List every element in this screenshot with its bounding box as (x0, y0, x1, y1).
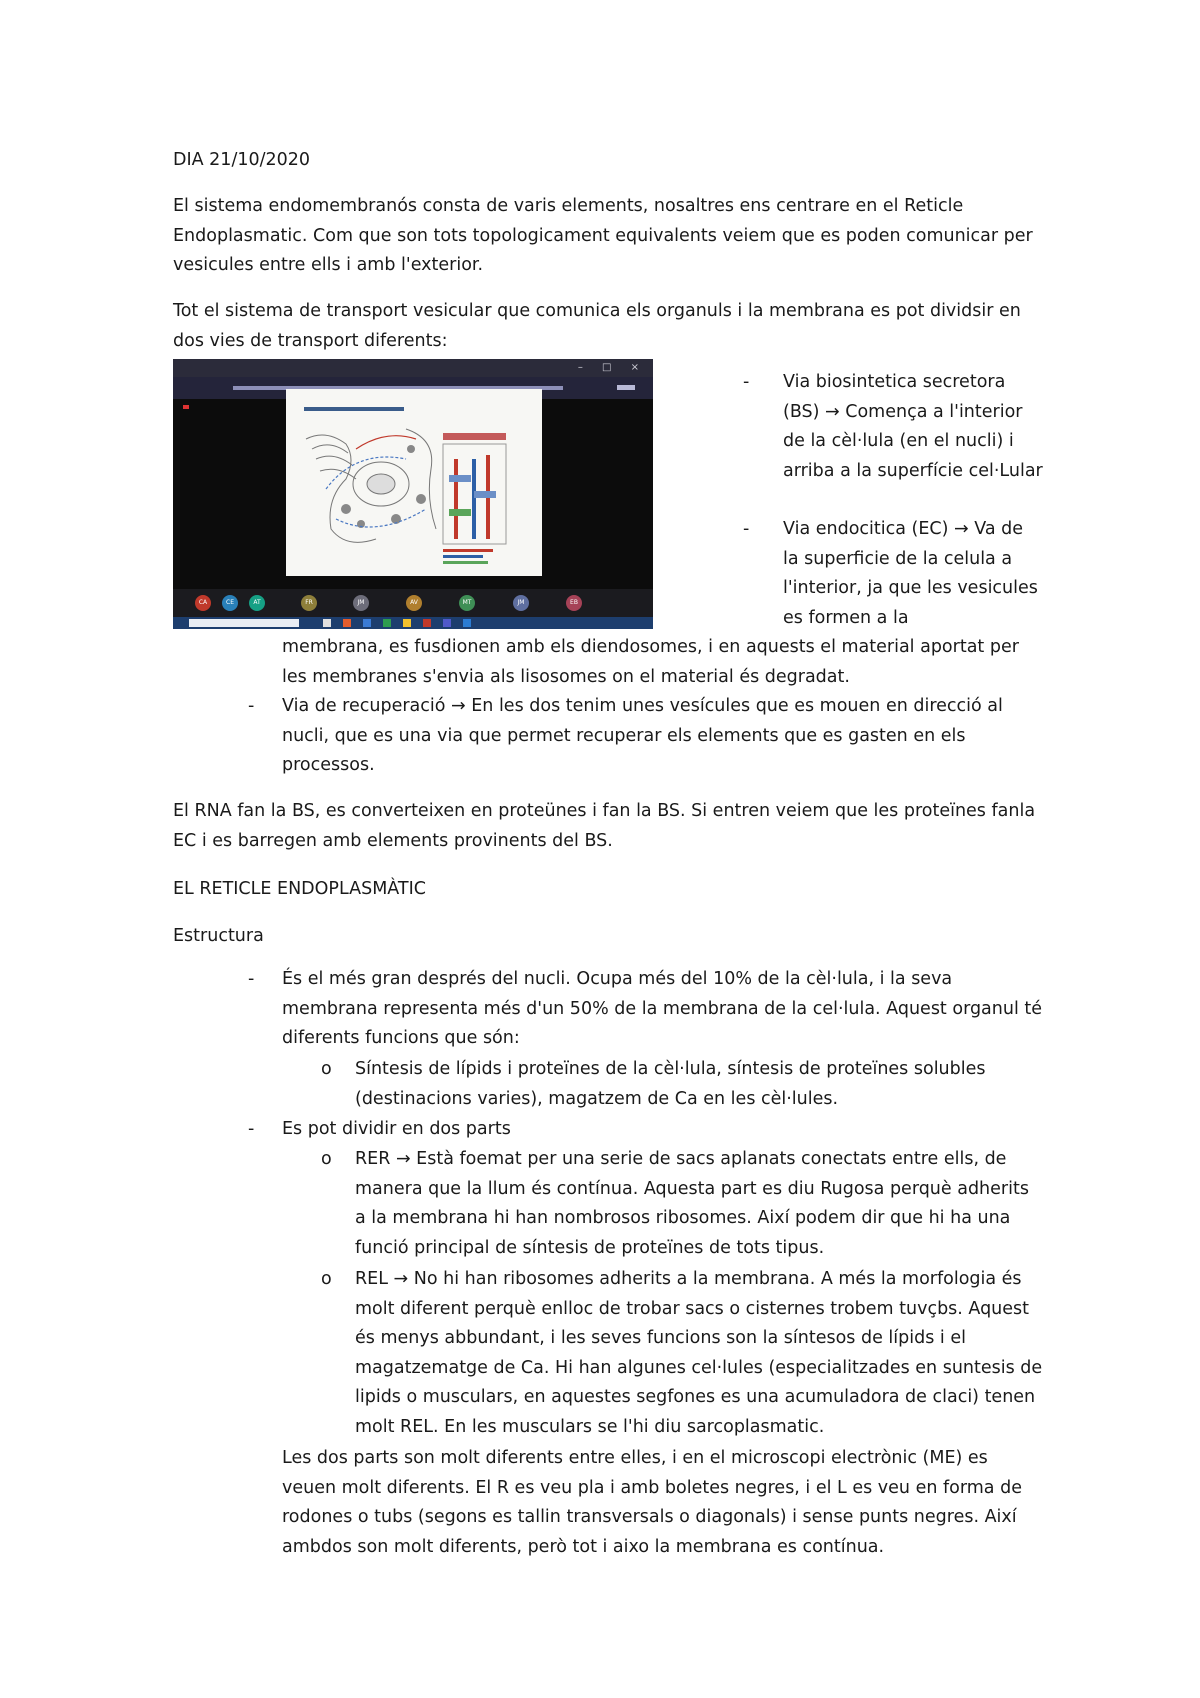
taskbar-app-icon[interactable] (463, 619, 471, 627)
list-item-text: REL → No hi han ribosomes adherits a la membrana. A més la morfologia és molt diferent perquè enlloc de trobar sacs o cisternes trobem tuvçbs. Aquest és menys abbundant, i les seves funcions son la síntesos de lípids i el magatzematge de Ca. Hi han algunes cel·lules (especialitzades en suntesis de lipids o musculars, en aquestes segfones es una acumuladora de claci) tenen molt REL. En les musculars se l'hi diu sarcoplasmatic. (355, 1269, 1043, 1437)
dash-bullet: - (248, 696, 255, 716)
list-item-via-recuperacio (248, 692, 1043, 781)
participant-avatar[interactable]: CE (222, 595, 238, 611)
windows-taskbar (173, 617, 653, 629)
dash-bullet: - (248, 969, 255, 989)
dash-bullet: - (248, 1119, 255, 1139)
closing-paragraph: Les dos parts son molt diferents entre elles, i en el microscopi electrònic (ME) es veuen molt diferents. El R es veu pla i amb boletes negres, i el L es veu en forma de rodones o tubs (segons es tallin transversals o diagonals) i sense punts negres. Així ambdos son molt diferents, però tot i aixo la membrana es contínua. (282, 1448, 1022, 1557)
dash-bullet: - (743, 519, 750, 539)
slide-number-marker (183, 405, 189, 409)
taskbar-app-icon[interactable] (323, 619, 331, 627)
window-buttons: – □ × (577, 362, 647, 373)
subsection-heading: Estructura (173, 926, 264, 946)
list-item-text: RER → Està foemat per una serie de sacs aplanats conectats entre ells, de manera que la llum és contínua. Aquesta part es diu Rugosa perquè adherits a la membrana hi han nombrosos ribosomes. Així podem dir que hi ha una funció principal de síntesis de proteïnes de tots tipus. (355, 1149, 1029, 1258)
rna-paragraph: El RNA fan la BS, es converteixen en proteünes i fan la BS. Si entren veiem que les proteïnes fanla EC i es barregen amb elements provinents del BS. (173, 801, 1036, 851)
taskbar-app-icon[interactable] (343, 619, 351, 627)
sublist-item-sintesis (321, 1055, 1043, 1114)
list-item-via-endocitica-continued: membrana, es fusdionen amb els diendosomes, i en aquests el material aportat per les membranes s'envia als lisosomes on el material és degradat. (282, 637, 1019, 687)
participant-avatar[interactable]: CA (195, 595, 211, 611)
slide-diagram-image (286, 389, 542, 576)
sublist-item-rer (321, 1145, 1043, 1263)
embedded-screenshot (173, 359, 653, 629)
list-item-via-biosintetica (743, 368, 1043, 486)
list-item-via-endocitica (743, 515, 1043, 633)
participant-avatar[interactable]: JM (513, 595, 529, 611)
intro-paragraph: El sistema endomembranós consta de varis elements, nosaltres ens centrare en el Reticle Endoplasmatic. Com que son tots topologicament equivalents veiem que es poden comunicar per vesicules entre ells i amb l'exterior. (173, 196, 1033, 275)
sublist-item-rel (321, 1265, 1043, 1442)
section-heading: EL RETICLE ENDOPLASMÀTIC (173, 879, 426, 899)
circle-bullet: o (321, 1149, 332, 1169)
list-item-text: Via de recuperació → En les dos tenim unes vesícules que es mouen en direcció al nucli, que es una via que permet recuperar els elements que es gasten en els processos. (282, 696, 1003, 775)
participant-avatar[interactable]: MT (459, 595, 475, 611)
list-item-text: Es pot dividir en dos parts (282, 1119, 511, 1139)
transport-paragraph: Tot el sistema de transport vesicular que comunica els organuls i la membrana es pot dividsir en dos vies de transport diferents: (173, 301, 1021, 351)
list-item-text: És el més gran després del nucli. Ocupa més del 10% de la cèl·lula, i la seva membrana representa més d'un 50% de la membrana de la cel·lula. Aquest organul té diferents funcions que són: (282, 969, 1043, 1048)
screenshot-titlebar (173, 359, 653, 377)
taskbar-app-icon[interactable] (443, 619, 451, 627)
taskbar-app-icon[interactable] (363, 619, 371, 627)
participant-avatar[interactable]: AT (249, 595, 265, 611)
document-date: DIA 21/10/2020 (173, 150, 311, 170)
participant-avatar[interactable]: FR (301, 595, 317, 611)
taskbar-app-icon[interactable] (403, 619, 411, 627)
list-item-text: Síntesis de lípids i proteïnes de la cèl·lula, síntesis de proteïnes solubles (destinacions varies), magatzem de Ca en les cèl·lules. (355, 1059, 986, 1109)
participant-avatar[interactable]: EB (566, 595, 582, 611)
circle-bullet: o (321, 1269, 332, 1289)
participant-avatar[interactable]: AV (406, 595, 422, 611)
list-item-text: Via biosintetica secretora (BS) → Comença a l'interior de la cèl·lula (en el nucli) i arriba a la superfície cel·Lular (783, 372, 1043, 481)
list-item-text: Via endocitica (EC) → Va de la superficie de la celula a l'interior, ja que les vesicules es formen a la (783, 519, 1038, 628)
taskbar-search-box[interactable] (189, 619, 299, 627)
taskbar-app-icon[interactable] (423, 619, 431, 627)
list-item-dos-parts (248, 1115, 1043, 1145)
dash-bullet: - (743, 372, 750, 392)
taskbar-app-icon[interactable] (383, 619, 391, 627)
circle-bullet: o (321, 1059, 332, 1079)
participant-avatar[interactable]: JM (353, 595, 369, 611)
list-item-es-mes-gran (248, 965, 1043, 1054)
